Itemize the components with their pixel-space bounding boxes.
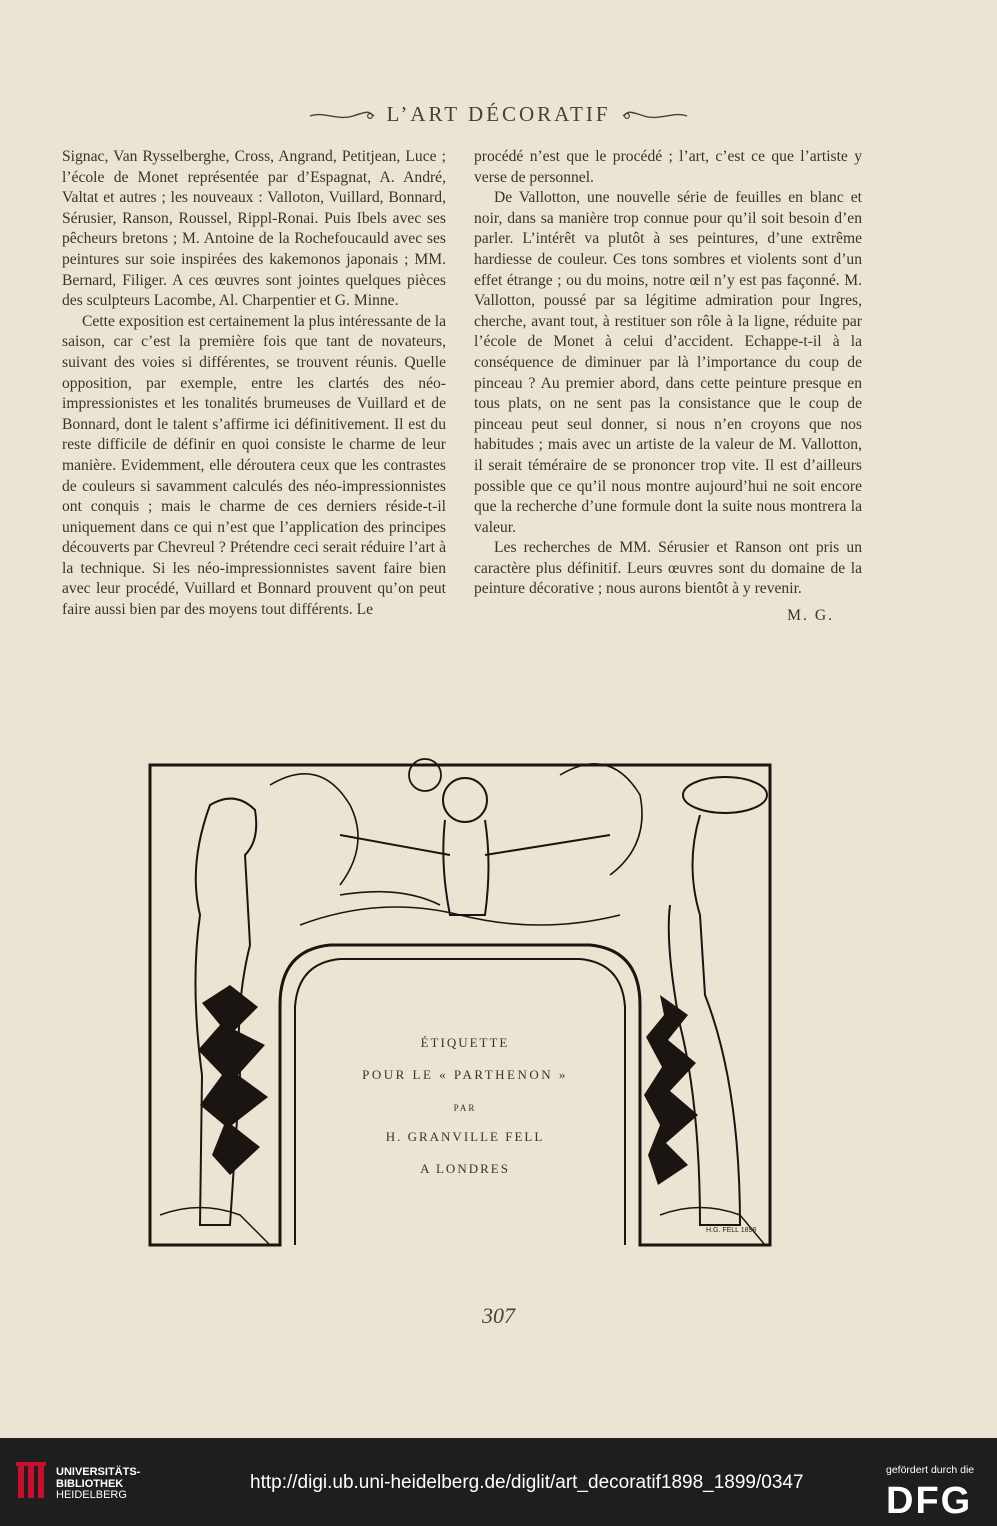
university-name [56, 1467, 140, 1502]
right-flourish-icon [619, 109, 689, 123]
illustration-caption [300, 1035, 630, 1177]
caption-location: A LONDRES [420, 1161, 510, 1176]
central-figure-body [340, 820, 610, 915]
caption-artist: H. GRANVILLE FELL [385, 1129, 545, 1144]
paragraph: Les recherches de MM. Sérusier et Ranson ont pris un caractère plus définitif. Leurs œuvres sont du domaine de la peinture décorative ; nous aurons bientôt à y revenir. [474, 539, 862, 598]
author-signature: M. G. [787, 607, 834, 625]
base-left [160, 1208, 270, 1246]
central-figure-head [443, 778, 487, 822]
hat [683, 777, 767, 813]
left-foliage [198, 985, 268, 1175]
left-text-column [62, 147, 446, 621]
right-foliage [644, 995, 698, 1185]
uni-line-1: UNIVERSITÄTS- [56, 1466, 141, 1478]
vines [270, 764, 642, 925]
caption-par: PAR [453, 1103, 477, 1113]
caption-subtitle: POUR LE « PARTHENON » [362, 1067, 568, 1082]
paragraph: De Vallotton, une nouvelle série de feuilles en blanc et noir, dans sa manière trop connue pour qu’il soit besoin d’en parler. L’intérêt va plutôt à ses peintures, d’une extrême hardiesse de couleur. Ces tons sombres et violents sont d’un effet étrange ; ou du moins, notre œil n’y est pas façonné. M. Vallotton, poussé par sa légitime admiration pour Ingres, cherche, avant tout, à restituer son rôle à la ligne, réduite par l’école de Monet à celui d’accident. Echappe-t-il à la conséquence de diminuer par là l’importance du coup de pinceau ? Au premier abord, dans cette peinture presque en tous plats, on ne sent pas la consistance que le coup de pinceau peut seul donner, si nous n’en croyons que nos habitudes ; mais avec un artiste de la valeur de M. Vallotton, il serait téméraire de se prononcer trop vite. Il est d’ailleurs possible que ce qu’il nous montre aujourd’hui ne soit encore que la recherche d’une formule dont la suite nous montrera la valeur. [474, 189, 862, 536]
dfg-logo: DFG [886, 1480, 973, 1522]
uni-line-3: HEIDELBERG [56, 1489, 127, 1501]
art-nouveau-illustration [140, 745, 780, 1265]
caption-title: ÉTIQUETTE [420, 1035, 510, 1050]
left-flourish-icon [308, 109, 378, 123]
university-library-logo-icon [14, 1460, 50, 1502]
artist-signature: H.G. FELL 1898 [706, 1227, 757, 1234]
page-number: 307 [482, 1303, 515, 1328]
paragraph: Signac, Van Rysselberghe, Cross, Angrand, Petitjean, Luce ; l’école de Monet représentée par d’Espagnat, A. André, Valtat et autres ; les nouveaux : Valloton, Vuillard, Bonnard, Sérusier, Ranson, Roussel, Rippl-Ronai. Puis Ibels avec ses pêcheurs bretons ; M. Antoine de la Rochefoucauld avec ses peintures sur soie inspirées des kakemonos japonais ; MM. Bernard, Filiger. A ces œuvres sont jointes quelques pièces des sculpteurs Lacombe, Al. Charpentier et G. Minne. [62, 148, 446, 310]
right-text-column [474, 147, 862, 627]
funded-by-label: gefördert durch die [886, 1464, 975, 1476]
footer-bar [0, 1438, 997, 1526]
running-header [0, 102, 997, 127]
permalink-url[interactable]: http://digi.ub.uni-heidelberg.de/diglit/art_decoratif1898_1899/0347 [250, 1472, 804, 1493]
uni-line-2: BIBLIOTHEK [56, 1477, 124, 1490]
header-title: L’ART DÉCORATIF [386, 102, 611, 126]
paragraph: Cette exposition est certainement la plus intéressante de la saison, car c’est la première fois que tant de novateurs, suivant des voies si différentes, se trouvent réunis. Quelle opposition, par exemple, entre les clartés des néo-impressionistes et les tonalités brumeuses de Vuillard et de Bonnard, dont le talent s’affirme ici définitivement. Il est du reste difficile de définir en quoi consiste le charme de leur manière. Evidemment, elle déroutera ceux que les contrastes de couleurs si savamment calculés des néo-impressionnistes ont conquis ; mais le charme de ces derniers réside-t-il uniquement dans ce qui n’est que l’application des principes découverts par Chevreul ? Prétendre ceci serait réduire l’art à la technique. Si les néo-impressionnistes savent faire bien avec leur procédé, Vuillard et Bonnard prouvent qu’on peut faire aussi bien par des moyens tout différents. Le [62, 312, 446, 619]
paragraph: procédé n’est que le procédé ; l’art, c’est ce que l’artiste y verse de personnel. [474, 148, 862, 186]
